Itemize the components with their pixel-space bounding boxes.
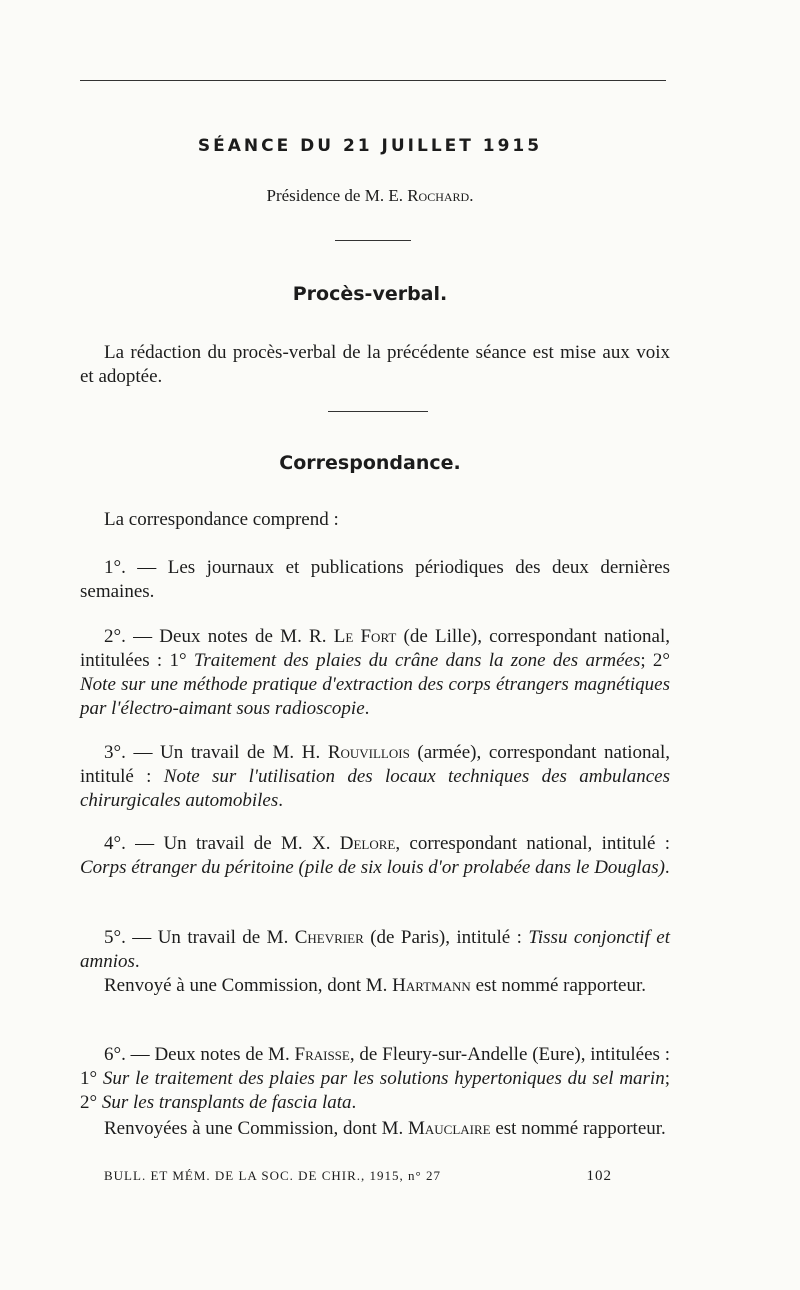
page-footer xyxy=(104,1168,624,1184)
seance-title: SÉANCE DU 21 JUILLET 1915 xyxy=(197,136,543,156)
correspondance-item-2 xyxy=(80,625,670,721)
correspondance-item-4 xyxy=(80,832,670,880)
item-3-lead: 3°. — Un travail de M. H. xyxy=(104,742,328,763)
item-6-end: . xyxy=(351,1092,357,1113)
item-2-lead: 2°. — Deux notes de M. R. xyxy=(104,626,334,647)
item-4-end: . xyxy=(664,857,670,878)
item-2-sep: ; 2° xyxy=(640,650,670,671)
correspondance-item-1: 1°. — Les journaux et publications périodiques des deux dernières semaines. xyxy=(80,557,670,602)
item-4-mid: , correspondant national, intitulé : xyxy=(395,833,670,854)
item-5-end: . xyxy=(134,951,140,972)
item-3-author: Rouvillois xyxy=(327,742,410,763)
item-5-renvoi-lead: Renvoyé à une Commission, dont M. xyxy=(104,975,393,996)
item-4-lead: 4°. — Un travail de M. X. xyxy=(104,833,340,854)
item-4-title: Corps étranger du péritoine (pile de six louis d'or prolabée dans le Douglas) xyxy=(80,857,665,878)
item-5-author: Chevrier xyxy=(294,927,364,948)
item-6-sep: ; 2° xyxy=(80,1068,670,1113)
page-number: 102 xyxy=(586,1168,612,1184)
correspondance-title: Correspondance. xyxy=(279,452,461,474)
item-2-end: . xyxy=(364,698,370,719)
presidence-prefix: Présidence de M. E. xyxy=(266,186,408,205)
correspondance-intro: La correspondance comprend : xyxy=(104,509,339,530)
item-5-renvoi-end: est nommé rapporteur. xyxy=(470,975,647,996)
item-2-title-2: Note sur une méthode pratique d'extraction des corps étrangers magnétiques par l'électro-aimant sous radioscopie xyxy=(80,674,670,719)
journal-reference: BULL. ET MÉM. DE LA SOC. DE CHIR., 1915, n° 27 xyxy=(104,1168,441,1183)
correspondance-item-3 xyxy=(80,741,670,813)
item-5-title: Tissu conjonctif et amnios xyxy=(80,927,670,972)
divider-1 xyxy=(335,240,411,241)
item-6-mid: , de Fleury-sur-Andelle (Eure), intitulées : 1° xyxy=(80,1044,670,1089)
item-3-title: Note sur l'utilisation des locaux techniques des ambulances chirurgicales automobiles xyxy=(80,766,670,811)
correspondance-item-6 xyxy=(80,1043,670,1115)
item-3-mid: (armée), correspondant national, intitulé : xyxy=(80,742,671,787)
item-2-title-1: Traitement des plaies du crâne dans la zone des armées xyxy=(193,650,641,671)
presidence-line xyxy=(0,186,740,206)
item-5-mid: (de Paris), intitulé : xyxy=(363,927,529,948)
item-6-renvoi-lead: Renvoyées à une Commission, dont M. xyxy=(104,1118,408,1139)
president-name: Rochard xyxy=(407,186,470,205)
item-6-title-1: Sur le traitement des plaies par les solutions hypertoniques du sel marin xyxy=(102,1068,665,1089)
item-5-rapporteur: Hartmann xyxy=(392,975,471,996)
item-2-author: Le Fort xyxy=(333,626,397,647)
item-3-end: . xyxy=(278,790,283,811)
item-5-lead: 5°. — Un travail de M. xyxy=(104,927,295,948)
item-5-renvoi xyxy=(80,974,670,998)
item-2-mid: (de Lille), correspondant national, intitulées : 1° xyxy=(80,626,670,671)
divider-2 xyxy=(328,411,428,412)
correspondance-item-5 xyxy=(80,926,670,974)
item-4-author: Delore xyxy=(339,833,396,854)
item-6-author: Fraisse xyxy=(294,1044,350,1065)
presidence-suffix: . xyxy=(469,186,474,205)
item-6-lead: 6°. — Deux notes de M. xyxy=(104,1044,295,1065)
top-rule xyxy=(80,80,666,81)
proces-verbal-title: Procès-verbal. xyxy=(292,283,448,305)
item-6-renvoi-end: est nommé rapporteur. xyxy=(490,1118,666,1139)
item-6-rapporteur: Mauclaire xyxy=(407,1118,491,1139)
item-6-title-2: Sur les transplants de fascia lata xyxy=(101,1092,352,1113)
item-6-renvoi xyxy=(80,1117,670,1141)
proces-verbal-text: La rédaction du procès-verbal de la précédente séance est mise aux voix et adoptée. xyxy=(80,342,670,387)
